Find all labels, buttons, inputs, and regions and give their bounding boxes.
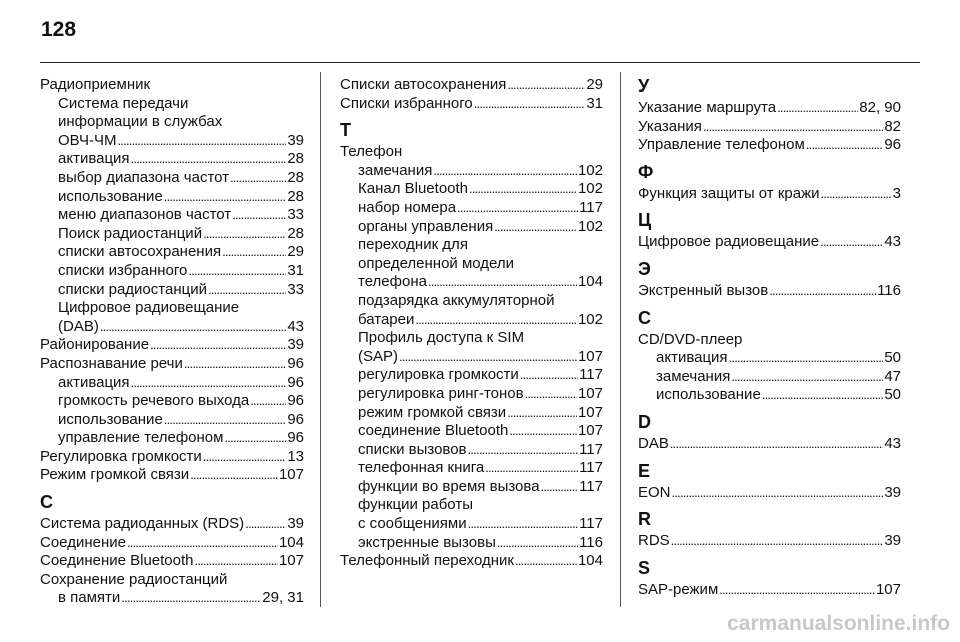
index-subentry	[40, 299, 304, 318]
index-entry	[40, 76, 304, 95]
dot-leader	[468, 441, 579, 460]
entry-term: переходник для	[358, 236, 468, 254]
dot-leader	[230, 169, 286, 188]
index-subentry	[340, 422, 603, 441]
page-reference: 43	[287, 317, 304, 335]
dot-leader	[719, 581, 875, 600]
page-reference: 117	[579, 515, 603, 533]
index-entry	[340, 552, 603, 571]
index-entry	[638, 331, 901, 350]
page-reference: 39	[287, 336, 304, 354]
dot-leader	[415, 311, 577, 330]
entry-term: громкость речевого выхода	[58, 392, 250, 410]
entry-term: батареи	[358, 310, 415, 328]
entry-term: активация	[58, 150, 130, 168]
page-reference: 117	[579, 477, 603, 495]
index-entry	[40, 534, 304, 553]
section-letter: Т	[340, 120, 351, 141]
page-reference: 102	[577, 310, 603, 328]
entry-term: функции работы	[358, 496, 473, 514]
page-reference: 116	[877, 281, 901, 299]
entry-term: режим громкой связи	[358, 403, 507, 421]
index-entry	[638, 233, 901, 252]
dot-leader	[164, 411, 287, 430]
page-reference: 107	[577, 403, 603, 421]
index-entry	[340, 76, 603, 95]
entry-term: определенной модели	[358, 254, 515, 272]
entry-term: использование	[656, 386, 761, 404]
index-entry	[40, 466, 304, 485]
dot-leader	[203, 225, 286, 244]
dot-leader	[525, 385, 577, 404]
entry-term: замечания	[358, 161, 433, 179]
entry-term: (DAB)	[58, 317, 99, 335]
index-subentry	[340, 441, 603, 460]
page-number: 128	[41, 18, 77, 41]
index-subentry	[40, 150, 304, 169]
page-reference: 107	[278, 466, 304, 484]
page-reference: 102	[577, 161, 603, 179]
dot-leader	[203, 448, 287, 467]
dot-leader	[474, 95, 586, 114]
dot-leader	[245, 515, 286, 534]
index-entry	[638, 185, 901, 204]
page-reference: 39	[884, 532, 901, 550]
index-entry	[638, 99, 901, 118]
page-reference: 96	[287, 429, 304, 447]
index-entry	[40, 515, 304, 534]
entry-term: Канал Bluetooth	[358, 180, 469, 198]
index-subentry	[340, 515, 603, 534]
index-subentry	[340, 311, 603, 330]
section-letter: У	[638, 76, 650, 96]
entry-term: информации в службах	[58, 113, 223, 131]
page-reference: 28	[287, 150, 304, 168]
entry-term: телефона	[358, 273, 427, 291]
section-letter: S	[638, 557, 651, 578]
entry-term: Районирование	[40, 336, 150, 354]
dot-leader	[820, 233, 883, 252]
entry-term: регулировка громкости	[358, 366, 519, 384]
entry-term: (SAP)	[358, 347, 399, 365]
entry-term: Соединение	[40, 533, 126, 551]
index-entry	[638, 484, 901, 503]
page-reference: 29	[287, 243, 304, 261]
dot-leader	[195, 552, 278, 571]
index-entry	[40, 336, 304, 355]
entry-term: соединение Bluetooth	[358, 422, 509, 440]
page-reference: 39	[884, 483, 901, 501]
dot-leader	[541, 478, 579, 497]
page-reference: 82	[884, 117, 901, 135]
page-reference: 96	[884, 136, 901, 154]
page-reference: 47	[884, 367, 901, 385]
page-reference: 102	[577, 180, 603, 198]
dot-leader	[433, 162, 577, 181]
page-reference: 13	[287, 447, 304, 465]
entry-term: Цифровое радиовещание	[58, 299, 240, 317]
dot-leader	[399, 348, 577, 367]
index-subentry	[340, 292, 603, 311]
entry-term: в памяти	[58, 589, 121, 607]
entry-term: CD/DVD-плеер	[638, 330, 743, 348]
index-column-1	[40, 76, 304, 608]
index-entry	[340, 95, 603, 114]
dot-leader	[468, 515, 578, 534]
page-reference: 31	[586, 94, 603, 112]
entry-term: с сообщениями	[358, 515, 467, 533]
dot-leader	[232, 206, 286, 225]
page-reference: 33	[287, 206, 304, 224]
index-entry	[638, 118, 901, 137]
entry-term: замечания	[656, 367, 731, 385]
dot-leader	[485, 459, 578, 478]
index-subentry	[40, 429, 304, 448]
page-reference: 3	[892, 184, 901, 202]
section-letter: C	[638, 307, 651, 328]
page-reference: 39	[287, 131, 304, 149]
entry-term: набор номера	[358, 198, 457, 216]
section-letter: С	[40, 492, 53, 513]
dot-leader	[509, 422, 577, 441]
entry-term: управление телефоном	[58, 429, 224, 447]
index-entry	[638, 532, 901, 551]
dot-leader	[497, 534, 578, 553]
dot-leader	[703, 118, 883, 137]
page-reference: 117	[579, 366, 603, 384]
page-reference: 96	[287, 392, 304, 410]
entry-term: списки вызовов	[358, 440, 467, 458]
index-subentry	[340, 162, 603, 181]
section-letter: R	[638, 509, 651, 530]
index-subentry	[340, 348, 603, 367]
entry-term: Указания	[638, 117, 702, 135]
page-reference: 29	[586, 76, 603, 93]
entry-term: использование	[58, 410, 163, 428]
dot-leader	[121, 589, 261, 608]
entry-term: Система передачи	[58, 94, 189, 112]
dot-leader	[190, 466, 278, 485]
entry-term: EON	[638, 483, 671, 501]
dot-leader	[117, 132, 286, 151]
index-entry	[638, 435, 901, 454]
entry-term: экстренные вызовы	[358, 533, 496, 551]
entry-term: Профиль доступа к SIM	[358, 329, 525, 347]
index-subentry	[40, 206, 304, 225]
entry-term: выбор диапазона частот	[58, 168, 230, 186]
page-reference: 33	[287, 280, 304, 298]
dot-leader	[670, 435, 883, 454]
page-reference: 50	[884, 349, 901, 367]
dot-leader	[208, 281, 286, 300]
entry-term: списки избранного	[58, 261, 188, 279]
index-subentry	[40, 243, 304, 262]
page-reference: 82, 90	[859, 99, 901, 116]
index-subentry	[340, 478, 603, 497]
page-reference: 107	[577, 422, 603, 440]
page-reference: 104	[577, 273, 603, 291]
index-column-2	[340, 76, 603, 571]
entry-term: телефонная книга	[358, 459, 485, 477]
dot-leader	[164, 188, 287, 207]
entry-term: списки радиостанций	[58, 280, 207, 298]
entry-term: Сохранение радиостанций	[40, 570, 228, 588]
page-reference: 107	[875, 580, 901, 598]
page-reference: 117	[579, 440, 603, 458]
dot-leader	[100, 318, 286, 337]
index-subentry	[40, 132, 304, 151]
index-subentry	[40, 169, 304, 188]
entry-term: использование	[58, 187, 163, 205]
page-reference: 107	[577, 384, 603, 402]
dot-leader	[762, 386, 884, 405]
entry-term: Режим громкой связи	[40, 466, 190, 484]
index-subentry	[638, 386, 901, 405]
dot-leader	[224, 429, 286, 448]
entry-term: Система радиоданных (RDS)	[40, 515, 245, 533]
column-divider	[320, 72, 321, 607]
entry-term: Цифровое радиовещание	[638, 233, 820, 251]
index-subentry	[340, 273, 603, 292]
index-subentry	[638, 368, 901, 387]
section-letter: D	[638, 411, 651, 432]
entry-term: активация	[58, 373, 130, 391]
entry-term: Функция защиты от кражи	[638, 184, 820, 202]
watermark: carmanualsonline.info	[727, 612, 950, 635]
dot-leader	[820, 185, 891, 204]
index-subentry	[340, 404, 603, 423]
dot-leader	[515, 552, 577, 571]
index-subentry	[340, 329, 603, 348]
index-subentry	[40, 589, 304, 608]
entry-term: функции во время вызова	[358, 477, 540, 495]
page-reference: 104	[278, 533, 304, 551]
dot-leader	[507, 404, 577, 423]
column-divider	[620, 72, 621, 607]
entry-term: Указание маршрута	[638, 99, 777, 116]
dot-leader	[131, 150, 287, 169]
page-reference: 96	[287, 354, 304, 372]
entry-term: Списки избранного	[340, 94, 473, 112]
page-reference: 39	[287, 515, 304, 533]
index-subentry	[40, 95, 304, 114]
entry-term: Экстренный вызов	[638, 281, 769, 299]
index-subentry	[340, 218, 603, 237]
section-letter: Э	[638, 258, 651, 279]
entry-term: Телефон	[340, 143, 403, 161]
page-reference: 117	[579, 198, 603, 216]
page-reference: 29, 31	[262, 589, 304, 607]
index-subentry	[340, 496, 603, 515]
dot-leader	[184, 355, 286, 374]
page-reference: 116	[579, 533, 603, 551]
entry-term: Управление телефоном	[638, 136, 805, 154]
dot-leader	[494, 218, 577, 237]
index-entry	[638, 136, 901, 155]
index-subentry	[40, 225, 304, 244]
entry-term: активация	[656, 349, 728, 367]
index-subentry	[340, 366, 603, 385]
index-subentry	[40, 411, 304, 430]
entry-term: DAB	[638, 434, 669, 452]
page-reference: 96	[287, 373, 304, 391]
dot-leader	[469, 180, 577, 199]
dot-leader	[250, 392, 286, 411]
entry-term: органы управления	[358, 217, 494, 235]
index-entry	[340, 143, 603, 162]
dot-leader	[428, 273, 577, 292]
dot-leader	[777, 99, 858, 118]
index-entry	[40, 355, 304, 374]
dot-leader	[520, 366, 578, 385]
dot-leader	[731, 368, 883, 387]
index-subentry	[340, 385, 603, 404]
index-subentry	[340, 180, 603, 199]
page-reference: 28	[287, 187, 304, 205]
index-subentry	[340, 236, 603, 255]
index-subentry	[340, 534, 603, 553]
index-subentry	[340, 199, 603, 218]
dot-leader	[127, 534, 278, 553]
index-subentry	[340, 459, 603, 478]
dot-leader	[150, 336, 286, 355]
index-subentry	[638, 349, 901, 368]
page-reference: 50	[884, 386, 901, 404]
entry-term: RDS	[638, 532, 670, 550]
index-entry	[40, 571, 304, 590]
entry-term: меню диапазонов частот	[58, 206, 232, 224]
page-reference: 107	[577, 347, 603, 365]
page-reference: 117	[579, 459, 603, 477]
index-subentry	[340, 255, 603, 274]
page-reference: 107	[278, 552, 304, 570]
page-reference: 96	[287, 410, 304, 428]
entry-term: подзарядка аккумуляторной	[358, 291, 555, 309]
dot-leader	[671, 532, 884, 551]
index-subentry	[40, 188, 304, 207]
dot-leader	[806, 136, 883, 155]
index-subentry	[40, 113, 304, 132]
page-reference: 31	[287, 261, 304, 279]
index-subentry	[40, 262, 304, 281]
page-reference: 43	[884, 434, 901, 452]
dot-leader	[188, 262, 286, 281]
index-subentry	[40, 392, 304, 411]
entry-term: списки автосохранения	[58, 243, 222, 261]
entry-term: SAP-режим	[638, 580, 719, 598]
entry-term: регулировка ринг-тонов	[358, 384, 524, 402]
index-entry	[40, 448, 304, 467]
header-rule	[40, 62, 920, 63]
index-subentry	[40, 318, 304, 337]
section-letter: Ф	[638, 161, 654, 182]
entry-term: Распознавание речи	[40, 354, 183, 372]
dot-leader	[769, 282, 876, 301]
dot-leader	[507, 76, 585, 95]
page-reference: 102	[577, 217, 603, 235]
entry-term: ОВЧ-ЧМ	[58, 131, 117, 149]
entry-term: Соединение Bluetooth	[40, 552, 194, 570]
entry-term: Регулировка громкости	[40, 447, 202, 465]
page-reference: 43	[884, 233, 901, 251]
index-entry	[638, 282, 901, 301]
page-reference: 28	[287, 224, 304, 242]
dot-leader	[131, 374, 287, 393]
index-entry	[40, 552, 304, 571]
section-letter: Ц	[638, 210, 652, 231]
entry-term: Поиск радиостанций	[58, 224, 203, 242]
dot-leader	[457, 199, 578, 218]
entry-term: Телефонный переходник	[340, 552, 514, 570]
dot-leader	[729, 349, 884, 368]
index-entry	[638, 581, 901, 600]
page-reference: 104	[577, 552, 603, 570]
index-subentry	[40, 374, 304, 393]
entry-term: Радиоприемник	[40, 76, 151, 93]
index-subentry	[40, 281, 304, 300]
entry-term: Списки автосохранения	[340, 76, 507, 93]
dot-leader	[672, 484, 884, 503]
section-letter: E	[638, 460, 651, 481]
index-column-3	[638, 76, 901, 599]
dot-leader	[222, 243, 286, 262]
page-reference: 28	[287, 168, 304, 186]
